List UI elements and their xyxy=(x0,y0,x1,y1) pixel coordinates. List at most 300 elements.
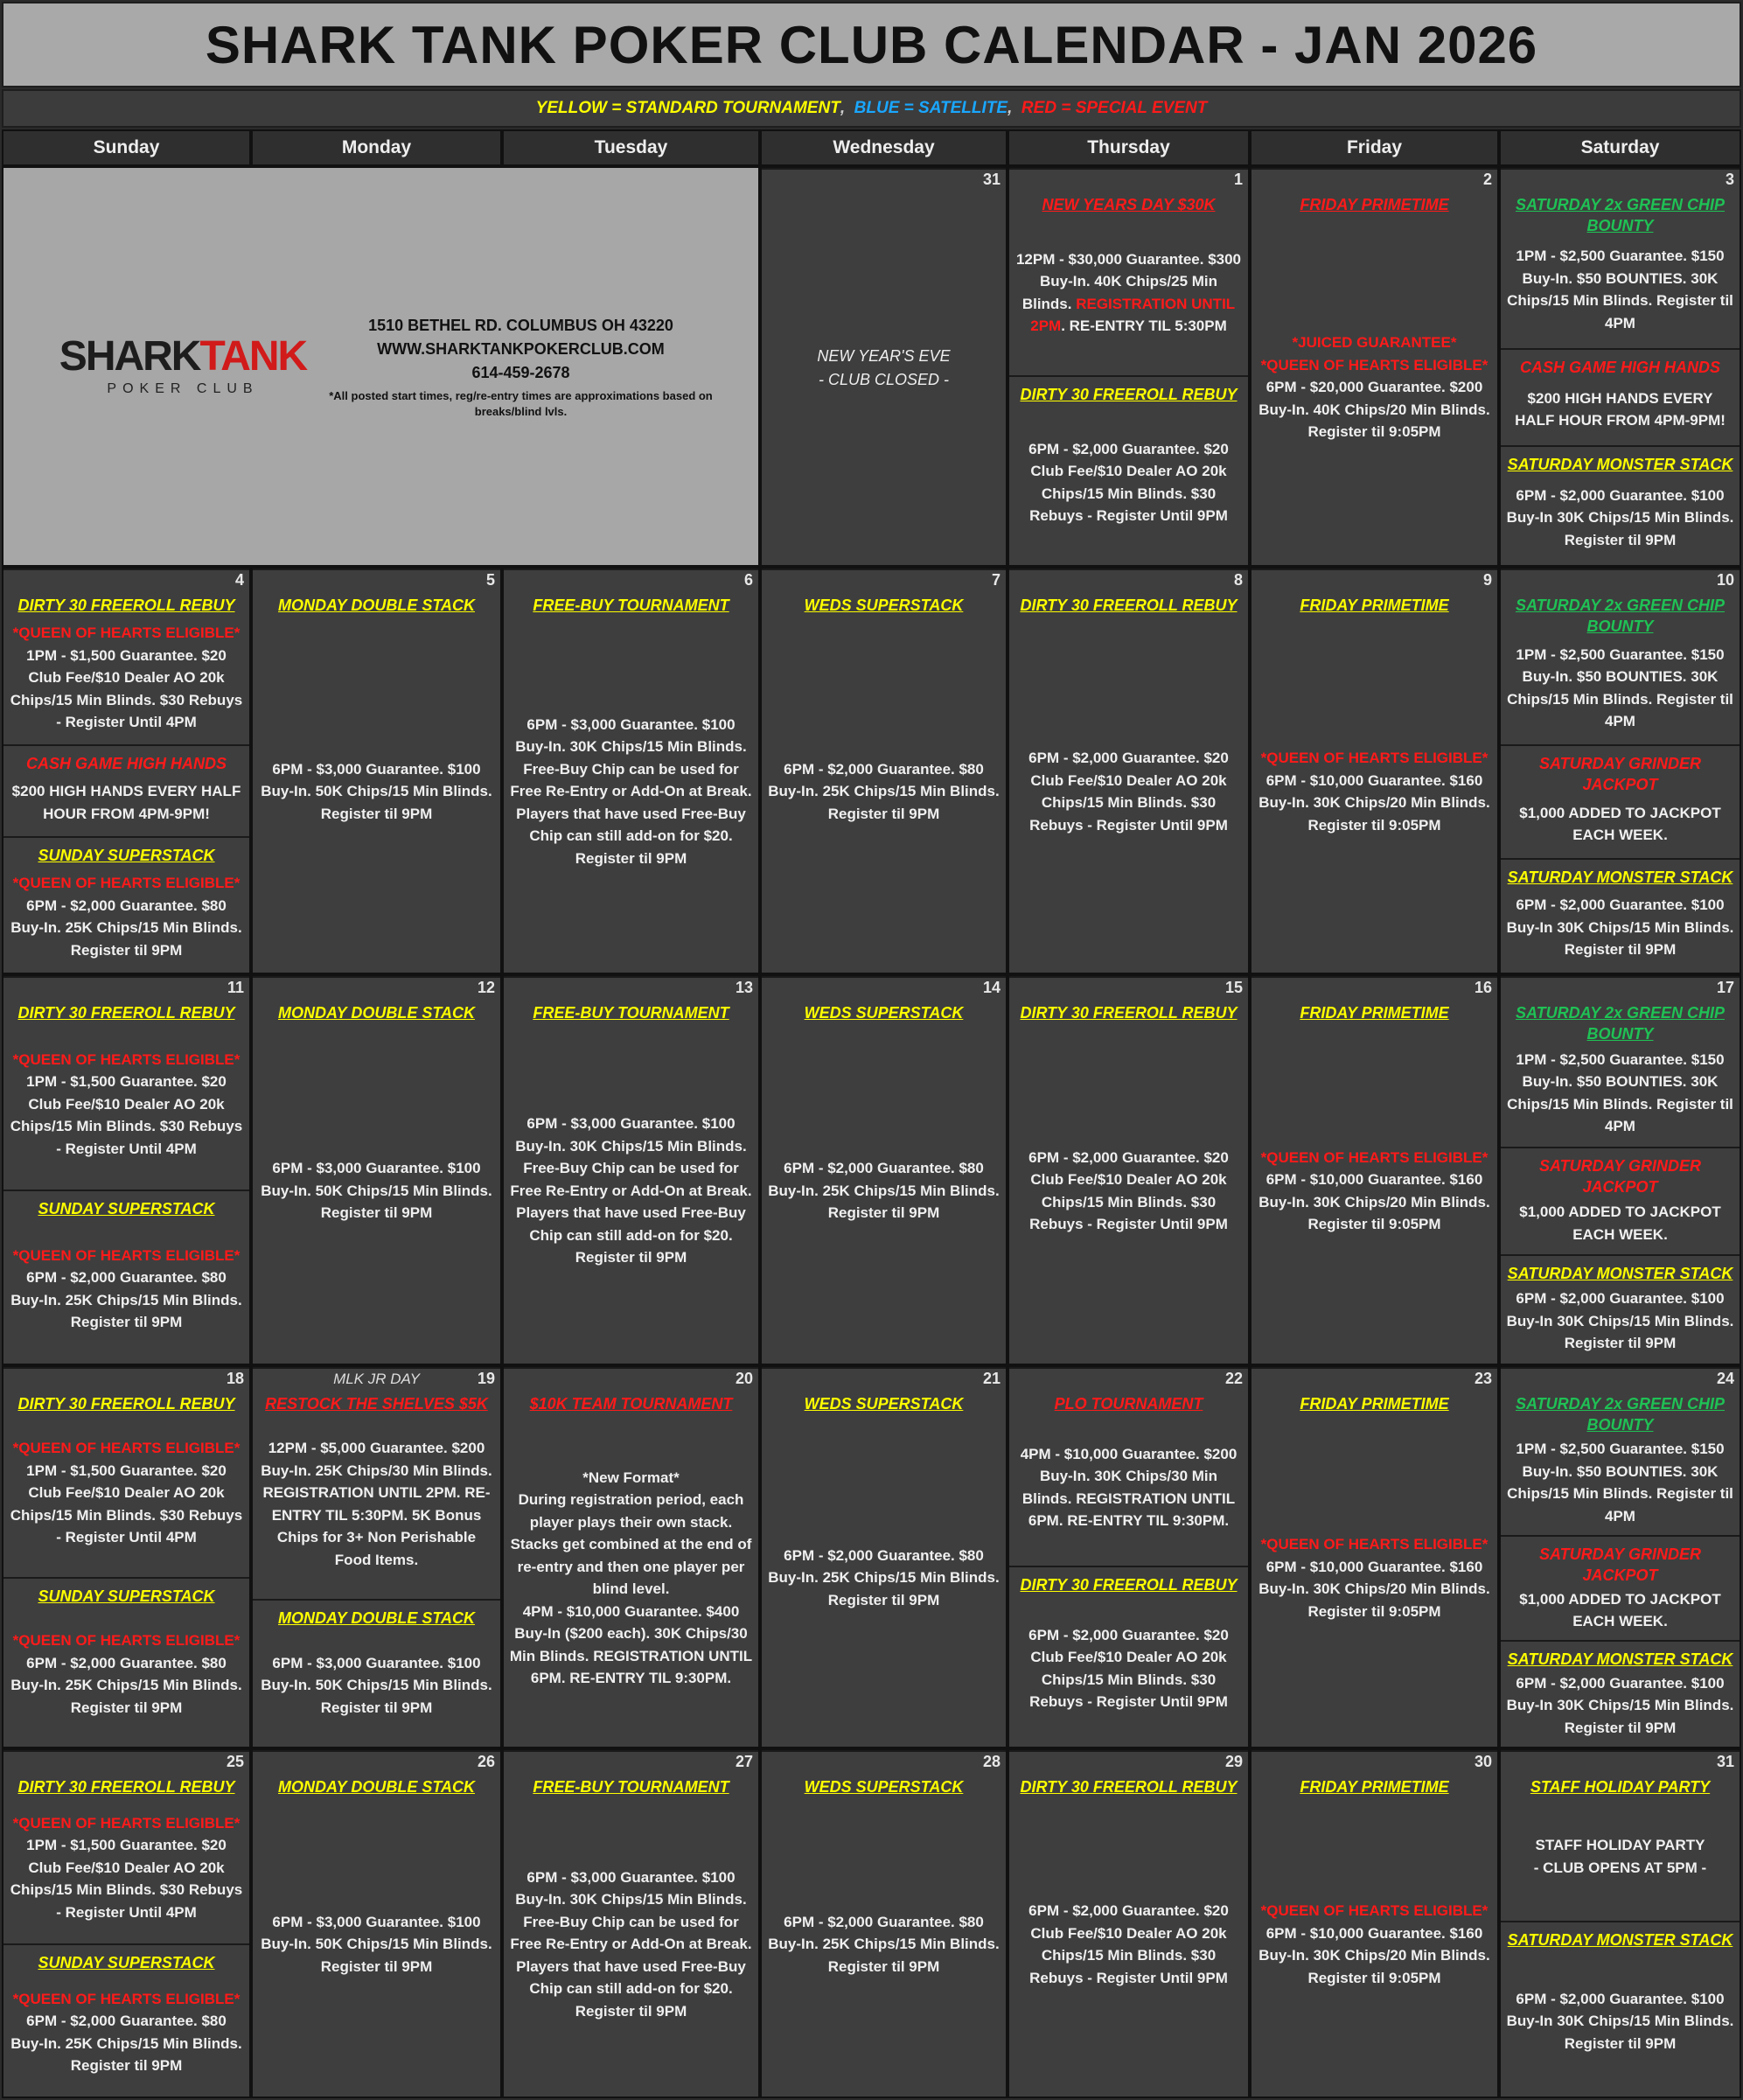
event-highlight: *QUEEN OF HEARTS ELIGIBLE* xyxy=(12,624,241,642)
day-cell-31 xyxy=(1499,1748,1741,2098)
day-cell-2 xyxy=(1250,166,1499,567)
event-title: RESTOCK THE SHELVES $5K xyxy=(265,1395,488,1413)
event-text: $200 HIGH HANDS EVERY HALF HOUR FROM 4PM-9PM! xyxy=(11,783,241,822)
event-title: SATURDAY 2x GREEN CHIP BOUNTY xyxy=(1515,1395,1726,1434)
event-title: WEDS SUPERSTACK xyxy=(804,1778,964,1796)
logo-wordmark xyxy=(59,333,307,380)
day-cell-28 xyxy=(760,1748,1007,2098)
event-text: $1,000 ADDED TO JACKPOT EACH WEEK. xyxy=(1519,1590,1721,1630)
event-text: 6PM - $2,000 Guarantee. $100 Buy-In 30K Chips/15 Min Blinds. Register til 9PM xyxy=(1506,897,1734,959)
event-title: DIRTY 30 FREEROLL REBUY xyxy=(17,597,235,614)
event-highlight: *QUEEN OF HEARTS ELIGIBLE* xyxy=(12,1050,241,1068)
event-block xyxy=(1501,1535,1740,1641)
day-cell-19 xyxy=(251,1365,502,1748)
event-text: 6PM - $3,000 Guarantee. $100 Buy-In. 30K Chips/15 Min Blinds. Free-Buy Chip can be used for Free Re-Entry or Add-On at Break. Players that have used Free-Buy Chip can still add-on for $20. Register til 9PM xyxy=(510,715,752,867)
event-title: MONDAY DOUBLE STACK xyxy=(278,597,475,614)
legend-sep-1: , xyxy=(840,99,846,117)
event-details xyxy=(9,1220,244,1358)
title-bar xyxy=(2,2,1741,87)
day-cell-17 xyxy=(1499,974,1741,1365)
event-text: $200 HIGH HANDS EVERY HALF HOUR FROM 4PM-9PM! xyxy=(1515,389,1726,429)
event-block xyxy=(762,569,1006,973)
day-cell-7 xyxy=(760,567,1007,974)
weekday-tuesday: Tuesday xyxy=(502,129,760,166)
event-highlight: *QUEEN OF HEARTS ELIGIBLE* xyxy=(1260,1902,1489,1920)
event-text: 6PM - $3,000 Guarantee. $100 Buy-In. 30K Chips/15 Min Blinds. Free-Buy Chip can be used for Free Re-Entry or Add-On at Break. Players that have used Free-Buy Chip can still add-on for $20. Register til 9PM xyxy=(510,1868,752,2020)
event-title: SATURDAY GRINDER JACKPOT xyxy=(1538,1545,1701,1584)
event-title: MONDAY DOUBLE STACK xyxy=(278,1004,475,1022)
club-website[interactable]: WWW.SHARKTANKPOKERCLUB.COM xyxy=(377,339,665,358)
event-text: $1,000 ADDED TO JACKPOT EACH WEEK. xyxy=(1519,804,1721,844)
event-block xyxy=(1251,168,1497,565)
event-block xyxy=(1251,1750,1497,2097)
event-highlight: *QUEEN OF HEARTS ELIGIBLE* xyxy=(1260,750,1489,767)
event-details xyxy=(9,1797,244,1937)
event-block xyxy=(1009,168,1248,375)
day-cell-27 xyxy=(502,1748,760,2098)
day-number: 7 xyxy=(991,571,1000,589)
day-number: 10 xyxy=(1716,571,1734,589)
event-text: 6PM - $2,000 Guarantee. $80 Buy-In. 25K Chips/15 Min Blinds. Register til 9PM xyxy=(768,1913,1000,1975)
day-cell-10 xyxy=(1499,567,1741,974)
event-details xyxy=(1014,1414,1243,1560)
event-highlight: *QUEEN OF HEARTS ELIGIBLE* xyxy=(12,1632,241,1650)
event-text: 6PM - $10,000 Guarantee. $160 Buy-In. 30K Chips/20 Min Blinds. Register til 9:05PM xyxy=(1258,1171,1490,1233)
event-details xyxy=(1506,888,1734,967)
event-block xyxy=(1009,1566,1248,1747)
event-title: MONDAY DOUBLE STACK xyxy=(278,1609,475,1628)
event-block xyxy=(1501,1147,1740,1255)
day-number: 31 xyxy=(982,171,1000,188)
event-details xyxy=(1506,1045,1734,1141)
event-details xyxy=(767,1797,1000,2091)
event-details xyxy=(9,1414,244,1571)
event-text: 6PM - $10,000 Guarantee. $160 Buy-In. 30K Chips/20 Min Blinds. Register til 9:05PM xyxy=(1258,771,1490,834)
event-title: WEDS SUPERSTACK xyxy=(804,1395,964,1413)
event-block xyxy=(1501,168,1740,348)
event-text: 6PM - $2,000 Guarantee. $20 Club Fee/$10 Dealer AO 20k Chips/15 Min Blinds. $30 Rebuys - Register Until 9PM xyxy=(1028,1148,1229,1233)
event-details xyxy=(9,616,244,739)
event-text: 6PM - $2,000 Guarantee. $20 Club Fee/$10 Dealer AO 20k Chips/15 Min Blinds. $30 Rebuys - Register Until 9PM xyxy=(1028,440,1229,525)
day-number: 18 xyxy=(226,1370,244,1387)
event-text: 6PM - $3,000 Guarantee. $100 Buy-In. 30K Chips/15 Min Blinds. Free-Buy Chip can be used for Free Re-Entry or Add-On at Break. Players that have used Free-Buy Chip can still add-on for $20. Register til 9PM xyxy=(510,1115,752,1266)
event-text: 6PM - $2,000 Guarantee. $100 Buy-In 30K Chips/15 Min Blinds. Register til 9PM xyxy=(1506,1674,1734,1736)
event-highlight: *QUEEN OF HEARTS ELIGIBLE* xyxy=(1260,1148,1489,1166)
day-cell-9 xyxy=(1250,567,1499,974)
logo-subtitle: POKER CLUB xyxy=(107,381,259,396)
day-number: 11 xyxy=(227,979,244,996)
event-details xyxy=(509,1023,753,1358)
day-cell-20 xyxy=(502,1365,760,1748)
club-address: 1510 BETHEL RD. COLUMBUS OH 43220 xyxy=(368,316,673,334)
event-title: DIRTY 30 FREEROLL REBUY xyxy=(1020,1004,1238,1022)
day-cell-13 xyxy=(502,974,760,1365)
event-details xyxy=(1257,1023,1492,1358)
event-text: 6PM - $3,000 Guarantee. $100 Buy-In. 50K Chips/15 Min Blinds. Register til 9PM xyxy=(261,1654,492,1716)
event-title: SUNDAY SUPERSTACK xyxy=(38,1200,215,1218)
event-text: 1PM - $2,500 Guarantee. $150 Buy-In. $50 BOUNTIES. 30K Chips/15 Min Blinds. Register til 4PM xyxy=(1507,645,1733,730)
event-title: SUNDAY SUPERSTACK xyxy=(38,847,215,865)
event-block xyxy=(3,1750,249,1943)
day-cell-11 xyxy=(2,974,251,1365)
closed-title: NEW YEAR'S EVE xyxy=(817,347,951,365)
legend-sep-2: , xyxy=(1007,99,1013,117)
event-title: SATURDAY GRINDER JACKPOT xyxy=(1538,1156,1701,1196)
event-title: SATURDAY MONSTER STACK xyxy=(1507,456,1733,474)
event-details xyxy=(1506,379,1734,441)
event-block xyxy=(253,1367,500,1599)
event-text: - CLUB OPENS AT 5PM - xyxy=(1533,1859,1707,1876)
event-details xyxy=(1014,405,1243,560)
event-title: NEW YEARS DAY $30K xyxy=(1042,196,1216,213)
day-number: 23 xyxy=(1474,1370,1492,1387)
event-title: CASH GAME HIGH HANDS xyxy=(1519,359,1720,377)
event-block xyxy=(3,1190,249,1364)
event-text: $1,000 ADDED TO JACKPOT EACH WEEK. xyxy=(1519,1203,1721,1243)
event-details xyxy=(509,616,753,967)
event-text: 1PM - $1,500 Guarantee. $20 Club Fee/$10 Dealer AO 20k Chips/15 Min Blinds. $30 Rebuys - Register Until 4PM xyxy=(10,1462,243,1546)
event-details xyxy=(767,1023,1000,1358)
day-number: 24 xyxy=(1716,1370,1734,1387)
event-title: DIRTY 30 FREEROLL REBUY xyxy=(17,1778,235,1796)
day-cell-30 xyxy=(1250,1748,1499,2098)
event-text: 6PM - $2,000 Guarantee. $20 Club Fee/$10 Dealer AO 20k Chips/15 Min Blinds. $30 Rebuys - Register Until 9PM xyxy=(1028,1902,1229,1986)
weekday-saturday: Saturday xyxy=(1499,129,1741,166)
event-title: SUNDAY SUPERSTACK xyxy=(38,1953,215,1971)
event-details xyxy=(767,616,1000,967)
event-details xyxy=(258,1797,495,2091)
legend-standard: YELLOW = STANDARD TOURNAMENT xyxy=(535,99,840,117)
legend-special: RED = SPECIAL EVENT xyxy=(1021,99,1208,117)
event-details xyxy=(258,1414,495,1594)
event-text: *New Format* xyxy=(582,1469,680,1486)
weekday-monday: Monday xyxy=(251,129,502,166)
event-title: FREE-BUY TOURNAMENT xyxy=(533,597,729,614)
event-title: WEDS SUPERSTACK xyxy=(804,1004,964,1022)
event-block xyxy=(1251,569,1497,973)
event-highlight: *QUEEN OF HEARTS ELIGIBLE* xyxy=(12,1814,241,1831)
event-block xyxy=(1009,569,1248,973)
calendar-grid xyxy=(2,166,1741,2098)
weekday-wednesday: Wednesday xyxy=(760,129,1007,166)
event-block xyxy=(253,1750,500,2097)
event-highlight: *QUEEN OF HEARTS ELIGIBLE* xyxy=(12,1440,241,1457)
day-number: 19 xyxy=(477,1370,495,1387)
event-block xyxy=(253,569,500,973)
event-block xyxy=(1009,1367,1248,1566)
event-text: 6PM - $10,000 Guarantee. $160 Buy-In. 30K Chips/20 Min Blinds. Register til 9:05PM xyxy=(1258,1924,1490,1986)
closed-notice xyxy=(762,168,1006,565)
event-details xyxy=(1506,1951,1734,2091)
event-text: 6PM - $2,000 Guarantee. $20 Club Fee/$10 Dealer AO 20k Chips/15 Min Blinds. $30 Rebuys - Register Until 9PM xyxy=(1028,1626,1229,1711)
event-block xyxy=(1501,976,1740,1147)
event-title: WEDS SUPERSTACK xyxy=(804,597,964,614)
event-details xyxy=(9,1607,244,1741)
event-text: 6PM - $2,000 Guarantee. $100 Buy-In 30K Chips/15 Min Blinds. Register til 9PM xyxy=(1506,486,1734,548)
event-title: DIRTY 30 FREEROLL REBUY xyxy=(17,1004,235,1022)
day-cell-18 xyxy=(2,1365,251,1748)
event-highlight: *QUEEN OF HEARTS ELIGIBLE* xyxy=(1260,1536,1489,1553)
event-title: MONDAY DOUBLE STACK xyxy=(278,1778,475,1796)
day-number: 9 xyxy=(1482,571,1492,589)
event-details xyxy=(1014,1797,1243,2091)
event-title: DIRTY 30 FREEROLL REBUY xyxy=(1020,1778,1238,1796)
event-details xyxy=(1014,1023,1243,1358)
event-highlight: REGISTRATION UNTIL 2PM xyxy=(1030,295,1236,335)
event-block xyxy=(1501,744,1740,858)
day-number: 5 xyxy=(485,571,495,589)
event-text: STAFF HOLIDAY PARTY xyxy=(1535,1837,1705,1854)
day-cell-dec-31 xyxy=(760,166,1007,567)
event-block xyxy=(3,1577,249,1747)
event-block xyxy=(1501,1640,1740,1747)
event-title: SATURDAY 2x GREEN CHIP BOUNTY xyxy=(1515,1004,1726,1043)
event-block xyxy=(1501,1367,1740,1535)
page-title: SHARK TANK POKER CLUB CALENDAR - JAN 2026 xyxy=(205,15,1538,74)
event-details xyxy=(1257,1414,1492,1741)
event-block xyxy=(3,836,249,973)
weekday-friday: Friday xyxy=(1250,129,1499,166)
event-block xyxy=(504,1750,758,2097)
event-title: DIRTY 30 FREEROLL REBUY xyxy=(1020,1576,1238,1594)
event-highlight: *QUEEN OF HEARTS ELIGIBLE* xyxy=(12,1990,241,2007)
event-block xyxy=(3,1367,249,1577)
event-details xyxy=(1257,616,1492,967)
day-number: 28 xyxy=(982,1753,1000,1770)
event-details xyxy=(258,1023,495,1358)
event-title: PLO TOURNAMENT xyxy=(1054,1395,1203,1413)
event-title: SATURDAY MONSTER STACK xyxy=(1507,868,1733,886)
day-number: 29 xyxy=(1224,1753,1243,1770)
logo-shark: SHARK xyxy=(59,333,200,380)
event-details xyxy=(1506,1670,1734,1741)
logo-tank: TANK xyxy=(199,333,307,380)
event-block xyxy=(504,1367,758,1747)
event-block xyxy=(504,976,758,1364)
day-cell-21 xyxy=(760,1365,1007,1748)
event-block xyxy=(1501,858,1740,973)
event-title: FRIDAY PRIMETIME xyxy=(1300,196,1449,213)
event-block xyxy=(1501,348,1740,445)
event-details xyxy=(1014,1595,1243,1741)
event-text: . RE-ENTRY TIL 5:30PM xyxy=(1061,317,1227,335)
event-block xyxy=(762,1750,1006,2097)
day-cell-14 xyxy=(760,974,1007,1365)
event-details xyxy=(1506,237,1734,344)
event-title: FREE-BUY TOURNAMENT xyxy=(533,1778,729,1796)
event-details xyxy=(9,1023,244,1184)
event-block xyxy=(762,1367,1006,1747)
day-number: 13 xyxy=(735,979,753,996)
event-details xyxy=(258,616,495,967)
event-text: 1PM - $2,500 Guarantee. $150 Buy-In. $50 BOUNTIES. 30K Chips/15 Min Blinds. Register til 4PM xyxy=(1507,1441,1733,1524)
event-title: CASH GAME HIGH HANDS xyxy=(25,755,227,773)
day-cell-5 xyxy=(251,567,502,974)
event-details xyxy=(1014,215,1243,370)
weekday-header xyxy=(2,129,1741,166)
event-text: 6PM - $2,000 Guarantee. $80 Buy-In. 25K Chips/15 Min Blinds. Register til 9PM xyxy=(768,760,1000,822)
day-number: 6 xyxy=(743,571,753,589)
day-number: 30 xyxy=(1474,1753,1492,1770)
event-title: FREE-BUY TOURNAMENT xyxy=(533,1004,729,1022)
club-info-cell xyxy=(2,166,760,567)
event-title: SATURDAY MONSTER STACK xyxy=(1507,1265,1733,1283)
day-cell-25 xyxy=(2,1748,251,2098)
day-cell-16 xyxy=(1250,974,1499,1365)
event-block xyxy=(253,976,500,1364)
day-number: 8 xyxy=(1233,571,1243,589)
event-text: 6PM - $2,000 Guarantee. $20 Club Fee/$10 Dealer AO 20k Chips/15 Min Blinds. $30 Rebuys - Register Until 9PM xyxy=(1028,750,1229,834)
day-number: 21 xyxy=(982,1370,1000,1387)
day-number: 22 xyxy=(1224,1370,1243,1387)
day-number: 4 xyxy=(234,571,244,589)
event-details xyxy=(1506,1797,1734,1915)
event-text: 6PM - $2,000 Guarantee. $80 Buy-In. 25K Chips/15 Min Blinds. Register til 9PM xyxy=(10,1654,242,1716)
day-cell-29 xyxy=(1007,1748,1250,2098)
club-logo xyxy=(59,333,307,397)
event-title: FRIDAY PRIMETIME xyxy=(1300,1395,1449,1413)
weekday-thursday: Thursday xyxy=(1007,129,1250,166)
day-number: 25 xyxy=(226,1753,244,1770)
event-title: SATURDAY 2x GREEN CHIP BOUNTY xyxy=(1515,597,1726,636)
event-title: DIRTY 30 FREEROLL REBUY xyxy=(1020,386,1238,403)
day-cell-3 xyxy=(1499,166,1741,567)
event-block xyxy=(1251,1367,1497,1747)
event-details xyxy=(1506,796,1734,853)
event-text: 6PM - $2,000 Guarantee. $100 Buy-In 30K Chips/15 Min Blinds. Register til 9PM xyxy=(1506,1990,1734,2052)
event-block xyxy=(1501,1750,1740,1921)
event-details xyxy=(1506,1284,1734,1358)
event-block xyxy=(1501,445,1740,565)
event-block xyxy=(3,1943,249,2097)
event-text: 12PM - $30,000 Guarantee. $300 Buy-In. 40K Chips/25 Min Blinds. xyxy=(1015,250,1242,312)
day-cell-24 xyxy=(1499,1365,1741,1748)
event-highlight: *QUEEN OF HEARTS ELIGIBLE* xyxy=(12,1246,241,1264)
event-block xyxy=(762,976,1006,1364)
event-text: 6PM - $10,000 Guarantee. $160 Buy-In. 30K Chips/20 Min Blinds. Register til 9:05PM xyxy=(1258,1558,1490,1620)
event-title: FRIDAY PRIMETIME xyxy=(1300,1778,1449,1796)
event-details xyxy=(1506,1436,1734,1530)
event-details xyxy=(1014,616,1243,967)
day-number: 20 xyxy=(735,1370,753,1387)
legend-satellite: BLUE = SATELLITE xyxy=(854,99,1008,117)
event-highlight: *QUEEN OF HEARTS ELIGIBLE* xyxy=(1260,356,1489,373)
closed-subtitle: - CLUB CLOSED - xyxy=(818,371,950,388)
event-block xyxy=(3,976,249,1190)
event-title: FRIDAY PRIMETIME xyxy=(1300,597,1449,614)
event-text: 1PM - $1,500 Guarantee. $20 Club Fee/$10 Dealer AO 20k Chips/15 Min Blinds. $30 Rebuys - Register Until 4PM xyxy=(10,1073,243,1157)
day-cell-23 xyxy=(1250,1365,1499,1748)
event-text: 6PM - $3,000 Guarantee. $100 Buy-In. 50K Chips/15 Min Blinds. Register til 9PM xyxy=(261,760,492,822)
event-text: 6PM - $3,000 Guarantee. $100 Buy-In. 50K Chips/15 Min Blinds. Register til 9PM xyxy=(261,1160,492,1222)
event-highlight: *JUICED GUARANTEE* xyxy=(1292,334,1457,352)
event-title: SATURDAY 2x GREEN CHIP BOUNTY xyxy=(1515,196,1726,235)
event-text: 1PM - $2,500 Guarantee. $150 Buy-In. $50 BOUNTIES. 30K Chips/15 Min Blinds. Register til 4PM xyxy=(1507,248,1733,331)
legend-bar xyxy=(2,89,1741,128)
event-text: 6PM - $2,000 Guarantee. $80 Buy-In. 25K Chips/15 Min Blinds. Register til 9PM xyxy=(10,1269,242,1331)
event-text: 6PM - $2,000 Guarantee. $80 Buy-In. 25K Chips/15 Min Blinds. Register til 9PM xyxy=(768,1546,1000,1608)
event-text: During registration period, each player plays their own stack. Stacks get combined at the end of re-entry and then one player per blind level. xyxy=(510,1491,752,1598)
holiday-tag: MLK JR DAY xyxy=(333,1371,420,1387)
event-block xyxy=(1251,976,1497,1364)
day-cell-8 xyxy=(1007,567,1250,974)
event-block xyxy=(1501,1921,1740,2097)
event-block xyxy=(504,569,758,973)
event-title: SATURDAY MONSTER STACK xyxy=(1507,1650,1733,1669)
day-cell-12 xyxy=(251,974,502,1365)
event-block xyxy=(3,569,249,744)
day-cell-15 xyxy=(1007,974,1250,1365)
club-address-block xyxy=(275,314,723,419)
day-number: 27 xyxy=(735,1753,753,1770)
event-details xyxy=(258,1629,495,1741)
day-number: 14 xyxy=(982,979,1000,996)
event-details xyxy=(1506,476,1734,560)
event-text: 6PM - $2,000 Guarantee. $100 Buy-In 30K Chips/15 Min Blinds. Register til 9PM xyxy=(1506,1290,1734,1352)
day-number: 15 xyxy=(1224,979,1243,996)
event-block xyxy=(1009,976,1248,1364)
event-highlight: *QUEEN OF HEARTS ELIGIBLE* xyxy=(12,875,241,892)
day-number: 2 xyxy=(1482,171,1492,188)
day-cell-26 xyxy=(251,1748,502,2098)
event-block xyxy=(1501,1254,1740,1364)
event-details xyxy=(1257,215,1492,560)
day-cell-6 xyxy=(502,567,760,974)
event-title: SATURDAY MONSTER STACK xyxy=(1507,1931,1733,1950)
day-number: 1 xyxy=(1233,171,1243,188)
event-details xyxy=(1506,1197,1734,1249)
event-title: FRIDAY PRIMETIME xyxy=(1300,1004,1449,1022)
event-text: 6PM - $20,000 Guarantee. $200 Buy-In. 40K Chips/20 Min Blinds. Register til 9:05PM xyxy=(1258,379,1490,441)
event-title: DIRTY 30 FREEROLL REBUY xyxy=(1020,597,1238,614)
event-text: 6PM - $3,000 Guarantee. $100 Buy-In. 50K Chips/15 Min Blinds. Register til 9PM xyxy=(261,1913,492,1975)
event-details xyxy=(1506,638,1734,739)
event-details xyxy=(9,775,244,832)
event-details xyxy=(767,1414,1000,1741)
event-text: 4PM - $10,000 Guarantee. $200 Buy-In. 30K Chips/30 Min Blinds. REGISTRATION UNTIL 6PM. RE-ENTRY TIL 9:30PM. xyxy=(1020,1445,1238,1530)
event-title: $10K TEAM TOURNAMENT xyxy=(529,1395,733,1413)
event-details xyxy=(1257,1797,1492,2091)
event-details xyxy=(509,1797,753,2091)
event-details xyxy=(9,866,244,967)
event-text: 6PM - $2,000 Guarantee. $80 Buy-In. 25K Chips/15 Min Blinds. Register til 9PM xyxy=(768,1160,1000,1222)
event-text: 1PM - $2,500 Guarantee. $150 Buy-In. $50 BOUNTIES. 30K Chips/15 Min Blinds. Register til 4PM xyxy=(1507,1050,1733,1135)
day-cell-4 xyxy=(2,567,251,974)
event-title: SATURDAY GRINDER JACKPOT xyxy=(1538,754,1701,794)
event-block xyxy=(1501,569,1740,744)
event-title: STAFF HOLIDAY PARTY xyxy=(1530,1778,1711,1796)
event-text: 4PM - $10,000 Guarantee. $400 Buy-In ($200 each). 30K Chips/30 Min Blinds. REGISTRATION UNTIL 6PM. RE-ENTRY TIL 9:30PM. xyxy=(509,1602,753,1687)
day-number: 17 xyxy=(1716,979,1734,996)
event-details xyxy=(509,1414,753,1741)
club-note: *All posted start times, reg/re-entry times are approximations based on breaks/blind lvls. xyxy=(329,388,713,418)
event-text: 6PM - $2,000 Guarantee. $80 Buy-In. 25K Chips/15 Min Blinds. Register til 9PM xyxy=(10,897,242,959)
event-text: 6PM - $2,000 Guarantee. $80 Buy-In. 25K Chips/15 Min Blinds. Register til 9PM xyxy=(10,2013,242,2075)
event-text: 1PM - $1,500 Guarantee. $20 Club Fee/$10 Dealer AO 20k Chips/15 Min Blinds. $30 Rebuys - Register Until 4PM xyxy=(10,1837,243,1921)
day-number: 16 xyxy=(1474,979,1492,996)
event-title: SUNDAY SUPERSTACK xyxy=(38,1587,215,1605)
event-details xyxy=(9,1973,244,2091)
day-cell-22 xyxy=(1007,1365,1250,1748)
event-block xyxy=(1009,1750,1248,2097)
event-details xyxy=(1506,1586,1734,1635)
event-text: 1PM - $1,500 Guarantee. $20 Club Fee/$10 Dealer AO 20k Chips/15 Min Blinds. $30 Rebuys - Register Until 4PM xyxy=(10,646,243,731)
day-number: 12 xyxy=(477,979,495,996)
event-title: DIRTY 30 FREEROLL REBUY xyxy=(17,1395,235,1413)
event-block xyxy=(3,744,249,836)
event-block xyxy=(1009,375,1248,565)
day-cell-1 xyxy=(1007,166,1250,567)
